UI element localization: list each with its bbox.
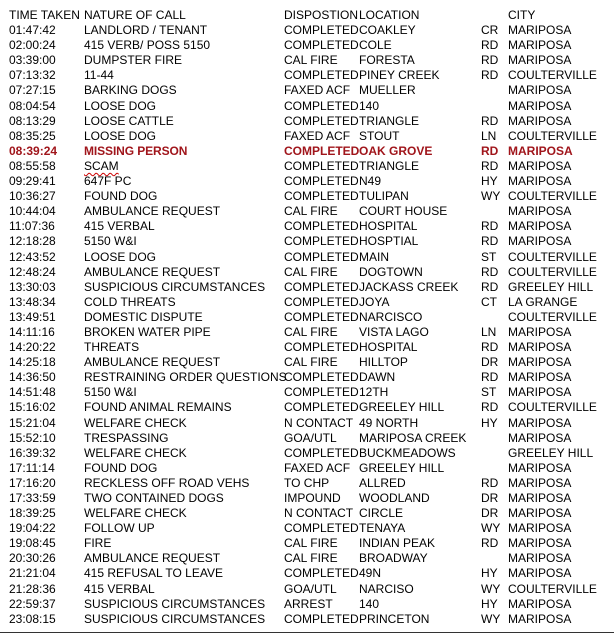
call-nature: 415 VERB/ POSS 5150 [84,38,211,53]
call-city: GREELEY HILL [508,445,594,460]
call-disposition: CAL FIRE [284,324,338,339]
header-location: LOCATION [359,8,420,22]
call-city: MARIPOSA [508,566,572,581]
call-time: 03:39:00 [9,53,56,68]
call-nature: 415 VERBAL [84,219,155,234]
call-nature: THREATS [84,340,140,355]
call-time: 13:30:03 [9,279,56,294]
call-disposition: COMPLETED [284,385,359,400]
call-time: 22:59:37 [9,596,56,611]
call-time: 12:48:24 [9,264,56,279]
call-nature: BARKING DOGS [84,83,177,98]
call-disposition: COMPLETED [284,219,359,234]
call-time: 07:13:32 [9,68,56,83]
call-time: 19:08:45 [9,536,56,551]
call-nature: FOUND DOG [84,189,158,204]
call-city: MARIPOSA [508,204,572,219]
call-time: 12:43:52 [9,249,56,264]
call-city: COULTERVILLE [508,249,597,264]
call-row [9,265,609,280]
call-time: 15:52:10 [9,430,56,445]
call-city: COULTERVILLE [508,68,597,83]
call-row [9,68,609,83]
call-nature: RECKLESS OFF ROAD VEHS [84,475,250,490]
call-street-suffix: RD [481,536,499,551]
call-street-suffix: HY [481,596,498,611]
call-disposition: COMPLETED [284,249,359,264]
call-street-suffix: HY [481,566,498,581]
call-row [9,325,609,340]
call-row [9,159,609,174]
call-city: MARIPOSA [508,521,572,536]
call-street-suffix: RD [481,219,499,234]
call-row [9,461,609,476]
call-street-suffix: RD [481,113,499,128]
call-rows [9,23,609,627]
call-disposition: COMPLETED [284,340,359,355]
call-city: MARIPOSA [508,98,572,113]
header-disposition: DISPOSTION [284,8,359,22]
call-row [9,340,609,355]
call-disposition: N CONTACT [284,415,354,430]
call-city: MARIPOSA [508,113,572,128]
call-disposition: COMPLETED [284,68,359,83]
call-disposition: COMPLETED [284,370,359,385]
call-location: HILLTOP [359,355,408,370]
call-location: CIRCLE [359,506,404,521]
call-location: MARIPOSA CREEK [359,430,467,445]
call-time: 14:11:16 [9,324,55,339]
call-street-suffix: RD [481,53,499,68]
call-disposition: COMPLETED [284,23,359,38]
call-row [9,99,609,114]
call-city: LA GRANGE [508,294,578,309]
call-disposition: N CONTACT [284,506,354,521]
call-time: 23:08:15 [9,611,56,626]
call-city: COULTERVILLE [508,309,597,324]
call-city: MARIPOSA [508,385,572,400]
call-row [9,280,609,295]
call-disposition: COMPLETED [284,521,359,536]
call-disposition: ARREST [284,596,333,611]
call-disposition: GOA/UTL [284,430,337,445]
call-city: MARIPOSA [508,551,572,566]
call-row [9,204,609,219]
call-city: MARIPOSA [508,460,572,475]
call-nature: SUSPICIOUS CIRCUMSTANCES [84,279,266,294]
call-nature: DUMPSTER FIRE [84,53,183,68]
call-time: 14:51:48 [9,385,56,400]
call-nature: LOOSE DOG [84,98,157,113]
call-row [9,431,609,446]
call-nature: WELFARE CHECK [84,506,187,521]
call-time: 20:30:26 [9,551,56,566]
call-nature: DOMESTIC DISPUTE [84,309,203,324]
call-location: BUCKMEADOWS [359,445,456,460]
call-nature: 415 VERBAL [84,581,155,596]
call-row [9,491,609,506]
call-row [9,23,609,38]
call-disposition: IMPOUND [284,491,341,505]
call-location: HOSPITAL [359,340,418,355]
call-city: MARIPOSA [508,430,572,445]
call-location: OAK GROVE [359,143,433,158]
call-city: MARIPOSA [508,324,572,339]
call-city: COULTERVILLE [508,400,597,415]
call-row [9,219,609,234]
call-street-suffix: WY [481,581,501,596]
call-row [9,355,609,370]
call-time: 13:48:34 [9,294,56,309]
call-city: MARIPOSA [508,611,572,626]
call-nature: BROKEN WATER PIPE [84,324,211,339]
header-time-taken: TIME TAKEN [9,8,80,22]
call-row [9,400,609,415]
call-location: COLE [359,38,392,53]
call-street-suffix: ST [481,249,497,264]
call-street-suffix: RD [481,370,499,385]
call-nature: WELFARE CHECK [84,415,187,430]
call-street-suffix: ST [481,385,497,400]
call-time: 08:55:58 [9,158,56,173]
call-nature: AMBULANCE REQUEST [84,355,221,370]
call-disposition: COMPLETED [284,445,359,460]
call-location: 12TH [359,385,389,400]
call-city: MARIPOSA [508,506,572,521]
call-disposition: COMPLETED [284,294,359,309]
call-row [9,250,609,265]
call-street-suffix: DR [481,355,499,370]
call-nature: LOOSE DOG [84,128,157,143]
call-location: TULIPAN [359,189,409,204]
call-street-suffix: RD [481,400,499,415]
call-nature: COLD THREATS [84,294,176,309]
call-disposition: CAL FIRE [284,536,338,551]
call-nature: SCAM [84,158,119,173]
call-location: COURT HOUSE [359,204,448,219]
call-nature: RESTRAINING ORDER QUESTIONS [84,370,287,385]
call-location: HOSPITAL [359,219,418,234]
call-street-suffix: RD [481,340,499,355]
call-row [9,446,609,461]
call-street-suffix: CR [481,23,499,38]
call-location: GREELEY HILL [359,460,445,475]
call-disposition: COMPLETED [284,234,359,249]
call-city: GREELEY HILL [508,279,594,294]
call-nature: FOUND ANIMAL REMAINS [84,400,232,415]
call-city: MARIPOSA [508,596,572,611]
call-disposition: COMPLETED [284,611,359,626]
call-city: COULTERVILLE [508,264,597,279]
header-city: CITY [508,8,536,22]
call-time: 14:20:22 [9,340,56,355]
call-city: MARIPOSA [508,83,572,98]
call-row [9,38,609,53]
call-city: MARIPOSA [508,340,572,355]
call-location: HOSPTIAL [359,234,419,249]
call-nature: WELFARE CHECK [84,445,187,460]
call-city: MARIPOSA [508,38,572,53]
call-row [9,582,609,597]
call-city: MARIPOSA [508,174,572,189]
call-row [9,416,609,431]
call-location: TENAYA [359,521,406,536]
call-location: FORESTA [359,53,415,68]
call-row [9,551,609,566]
call-location: 49N [359,566,382,581]
call-city: MARIPOSA [508,158,572,173]
call-nature: FOLLOW UP [84,521,155,536]
call-location: COAKLEY [359,23,416,38]
call-city: MARIPOSA [508,475,572,490]
call-location: TRIANGLE [359,158,420,173]
call-location: MAIN [359,249,389,264]
call-disposition: COMPLETED [284,143,360,158]
call-location: N49 [359,174,382,189]
call-disposition: COMPLETED [284,400,359,415]
call-street-suffix: LN [481,128,497,143]
call-time: 08:13:29 [9,113,56,128]
call-row [9,566,609,581]
call-row [9,476,609,491]
call-street-suffix: WY [481,611,501,626]
call-city: MARIPOSA [508,355,572,370]
call-nature: 415 REFUSAL TO LEAVE [84,566,223,581]
call-disposition: COMPLETED [284,309,359,324]
call-disposition: CAL FIRE [284,355,338,370]
call-row [9,234,609,249]
call-disposition: COMPLETED [284,279,359,294]
call-street-suffix: WY [481,189,501,204]
call-location: DOGTOWN [359,264,423,279]
call-time: 12:18:28 [9,234,56,249]
call-nature: TRESPASSING [84,430,169,445]
call-location: ALLRED [359,475,406,490]
call-row [9,114,609,129]
call-row [9,536,609,551]
call-nature: LOOSE CATTLE [84,113,174,128]
call-disposition: COMPLETED [284,38,359,53]
call-row [9,144,609,159]
call-time: 08:04:54 [9,98,56,113]
call-city: MARIPOSA [508,23,572,38]
call-time: 14:36:50 [9,370,56,385]
call-location: 49 NORTH [359,415,419,430]
header-nature-of-call: NATURE OF CALL [84,8,186,22]
call-city: MARIPOSA [508,219,572,234]
call-street-suffix: RD [481,264,499,279]
call-row [9,612,609,627]
call-street-suffix: LN [481,324,497,339]
call-street-suffix: HY [481,174,498,189]
call-nature: FOUND DOG [84,460,158,475]
call-street-suffix: RD [481,68,499,83]
call-time: 10:36:27 [9,189,56,204]
call-row [9,521,609,536]
call-street-suffix: RD [481,38,499,53]
call-nature: TWO CONTAINED DOGS [84,491,224,505]
call-time: 21:28:36 [9,581,56,596]
call-city: MARIPOSA [508,415,572,430]
call-disposition: COMPLETED [284,113,359,128]
call-row [9,189,609,204]
call-time: 17:16:20 [9,475,56,490]
call-street-suffix: RD [481,475,499,490]
call-disposition: CAL FIRE [284,204,338,219]
call-city: COULTERVILLE [508,128,597,143]
call-time: 08:39:24 [9,143,58,158]
call-time: 02:00:24 [9,38,56,53]
call-street-suffix: DR [481,491,499,505]
call-nature: 11-44 [84,68,114,83]
call-disposition: COMPLETED [284,189,359,204]
call-nature: LOOSE DOG [84,249,157,264]
call-disposition: TO CHP [284,475,330,490]
call-city: COULTERVILLE [508,581,597,596]
call-time: 13:49:51 [9,309,56,324]
call-street-suffix: RD [481,279,499,294]
header-row [9,8,609,23]
call-disposition: COMPLETED [284,158,359,173]
call-row [9,53,609,68]
call-nature: 5150 W&I [84,234,137,249]
call-time: 15:16:02 [9,400,56,415]
call-location: PRINCETON [359,611,430,626]
call-row [9,129,609,144]
call-time: 16:39:32 [9,445,56,460]
call-nature: 5150 W&I [84,385,137,400]
bottom-divider [0,632,614,633]
call-location: VISTA LAGO [359,324,429,339]
call-location: MUELLER [359,83,416,98]
call-location: WOODLAND [359,491,430,505]
call-row [9,83,609,98]
call-street-suffix: WY [481,521,501,536]
call-city: MARIPOSA [508,143,573,158]
call-city: MARIPOSA [508,491,572,505]
call-nature: AMBULANCE REQUEST [84,264,221,279]
call-street-suffix: RD [481,234,499,249]
call-location: GREELEY HILL [359,400,445,415]
call-time: 11:07:36 [9,219,55,234]
call-nature: LANDLORD / TENANT [84,23,208,38]
call-street-suffix: RD [481,158,499,173]
call-disposition: CAL FIRE [284,53,338,68]
call-location: INDIAN PEAK [359,536,436,551]
call-time: 19:04:22 [9,521,56,536]
call-location: BROADWAY [359,551,428,566]
call-city: MARIPOSA [508,536,572,551]
call-disposition: FAXED ACF [284,128,351,143]
call-disposition: CAL FIRE [284,551,338,566]
call-row [9,295,609,310]
call-nature: SUSPICIOUS CIRCUMSTANCES [84,596,266,611]
call-location: NARCISCO [359,309,423,324]
call-nature: SUSPICIOUS CIRCUMSTANCES [84,611,266,626]
call-row [9,385,609,400]
call-row [9,597,609,612]
call-street-suffix: RD [481,143,499,158]
call-city: MARIPOSA [508,53,572,68]
call-time: 09:29:41 [9,174,56,189]
call-nature: FIRE [84,536,112,551]
call-street-suffix: HY [481,415,498,430]
call-row [9,370,609,385]
call-disposition: FAXED ACF [284,460,351,475]
call-time: 17:11:14 [9,460,55,475]
call-street-suffix: DR [481,506,499,521]
call-location: NARCISO [359,581,414,596]
call-row [9,310,609,325]
call-disposition: FAXED ACF [284,83,351,98]
call-time: 07:27:15 [9,83,56,98]
call-nature: 647F PC [84,174,132,189]
call-location: PINEY CREEK [359,68,440,83]
call-location: 140 [359,98,380,113]
call-time: 14:25:18 [9,355,56,370]
call-location: TRIANGLE [359,113,420,128]
call-disposition: COMPLETED [284,566,359,581]
call-disposition: CAL FIRE [284,264,338,279]
call-row [9,506,609,521]
call-time: 10:44:04 [9,204,56,219]
call-time: 08:35:25 [9,128,56,143]
call-time: 21:21:04 [9,566,56,581]
call-location: STOUT [359,128,400,143]
call-street-suffix: CT [481,294,497,309]
call-log-table [9,8,609,627]
call-city: MARIPOSA [508,370,572,385]
call-location: DAWN [359,370,396,385]
call-nature: AMBULANCE REQUEST [84,204,221,219]
call-time: 17:33:59 [9,491,56,505]
call-disposition: GOA/UTL [284,581,337,596]
call-time: 15:21:04 [9,415,56,430]
call-nature: MISSING PERSON [84,143,188,158]
call-location: JOYA [359,294,390,309]
call-location: 140 [359,596,380,611]
call-disposition: COMPLETED [284,98,359,113]
call-nature: AMBULANCE REQUEST [84,551,221,566]
call-row [9,174,609,189]
call-city: COULTERVILLE [508,189,597,204]
call-time: 18:39:25 [9,506,56,521]
call-city: MARIPOSA [508,234,572,249]
call-time: 01:47:42 [9,23,56,38]
call-location: JACKASS CREEK [359,279,459,294]
call-disposition: COMPLETED [284,174,359,189]
